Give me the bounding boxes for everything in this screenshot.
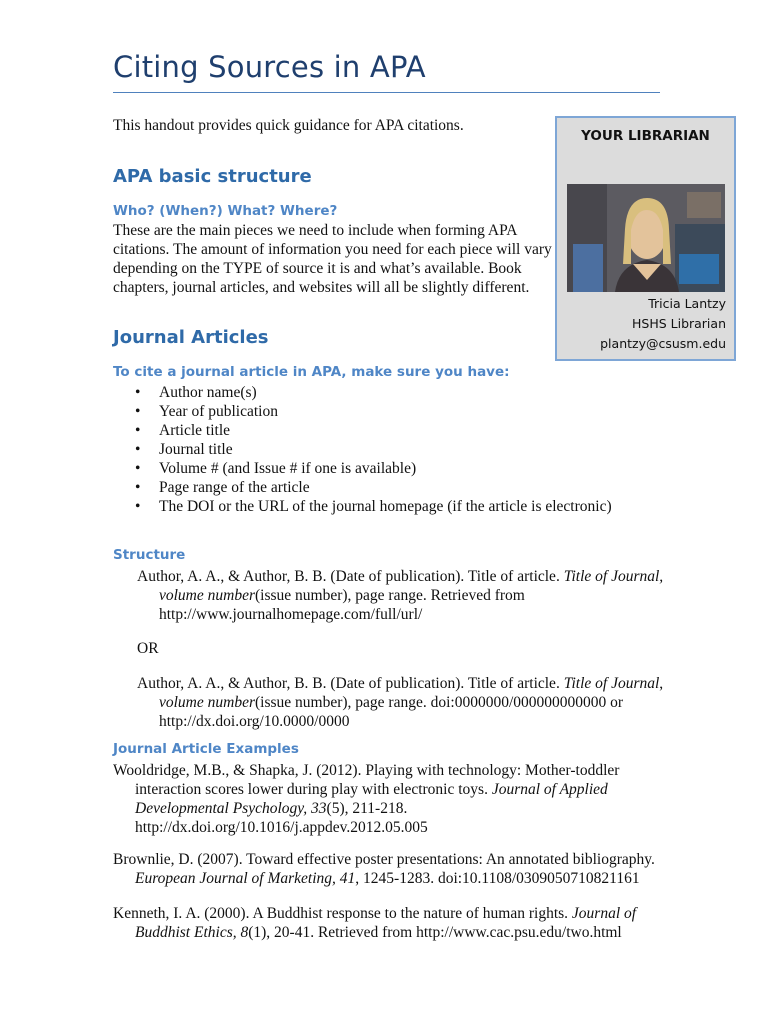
example-2: [113, 850, 655, 888]
title-underline: [113, 92, 660, 93]
journal-articles-subheading: To cite a journal article in APA, make sure you have:: [113, 364, 510, 380]
bullet-icon: •: [135, 479, 141, 496]
intro-text: This handout provides quick guidance for APA citations.: [113, 117, 464, 134]
citation-italic: Title of Journal: [563, 675, 660, 692]
citation-line: [137, 693, 663, 712]
basic-structure-paragraph: [113, 221, 553, 297]
example-3: [113, 904, 636, 942]
citation-line: [113, 904, 636, 923]
list-item: [113, 383, 612, 402]
librarian-email[interactable]: plantzy@csusm.edu: [600, 336, 726, 351]
citation-text: Kenneth, I. A. (2000). A Buddhist response to the nature of human rights.: [113, 905, 572, 922]
citation-italic: Developmental Psychology, 33: [135, 800, 327, 817]
paragraph-line: These are the main pieces we need to include when forming APA: [113, 222, 518, 239]
bullet-icon: •: [135, 422, 141, 439]
list-item-text: Author name(s): [159, 384, 257, 401]
citation-italic: volume number: [159, 694, 255, 711]
list-item: [113, 440, 612, 459]
bullet-icon: •: [135, 384, 141, 401]
librarian-box: [555, 116, 736, 361]
list-item: [113, 497, 612, 516]
citation-italic: Journal of Applied: [491, 781, 608, 798]
list-item-text: Article title: [159, 422, 231, 439]
citation-italic: Journal of: [571, 905, 637, 922]
citation-line: [113, 799, 619, 818]
citation-italic: Title of Journal,: [563, 568, 664, 585]
bullet-icon: •: [135, 498, 141, 515]
librarian-photo: [567, 184, 725, 292]
list-item: [113, 402, 612, 421]
structure-format-1: [137, 567, 663, 624]
citation-text: ,: [659, 675, 664, 692]
page-title: Citing Sources in APA: [113, 50, 426, 84]
list-item: [113, 478, 612, 497]
structure-format-2: [137, 674, 663, 731]
examples-heading: Journal Article Examples: [113, 741, 299, 757]
citation-text: (1), 20-41. Retrieved from http://www.cac.psu.edu/two.html: [248, 924, 622, 941]
paragraph-line: citations. The amount of information you need for each piece will vary: [113, 241, 552, 258]
citation-line: [113, 923, 636, 942]
librarian-role: HSHS Librarian: [631, 316, 726, 331]
citation-text: , 1245-1283. doi:10.1108/0309050710821161: [355, 870, 640, 887]
list-item: [113, 421, 612, 440]
bullet-icon: •: [135, 460, 141, 477]
list-item-text: Volume # (and Issue # if one is available): [159, 460, 417, 477]
citation-line: [137, 586, 663, 605]
citation-line: [137, 567, 663, 586]
structure-heading: Structure: [113, 547, 186, 563]
citation-line: [113, 780, 619, 799]
citation-line: http://www.journalhomepage.com/full/url/: [159, 606, 423, 623]
citation-line: [113, 869, 655, 888]
citation-line: http://dx.doi.org/10.0000/0000: [159, 713, 350, 730]
list-item-text: Year of publication: [159, 403, 278, 420]
journal-articles-heading: Journal Articles: [113, 327, 269, 348]
citation-line: Wooldridge, M.B., & Shapka, J. (2012). Playing with technology: Mother-toddler: [113, 762, 620, 779]
citation-italic: volume number: [159, 587, 255, 604]
citation-text: Author, A. A., & Author, B. B. (Date of publication). Title of article.: [137, 568, 564, 585]
list-item-text: The DOI or the URL of the journal homepage (if the article is electronic): [159, 498, 612, 515]
basic-structure-subheading: Who? (When?) What? Where?: [113, 203, 338, 219]
citation-text: (5), 211-218.: [326, 800, 408, 817]
bullet-icon: •: [135, 403, 141, 420]
paragraph-line: depending on the TYPE of source it is and what’s available. Book: [113, 260, 522, 277]
librarian-name: Tricia Lantzy: [648, 296, 726, 311]
citation-italic: Buddhist Ethics, 8: [135, 924, 249, 941]
citation-line: http://dx.doi.org/10.1016/j.appdev.2012.05.005: [135, 819, 428, 836]
citation-text: Author, A. A., & Author, B. B. (Date of publication). Title of article.: [137, 675, 564, 692]
basic-structure-heading: APA basic structure: [113, 166, 312, 187]
librarian-heading: YOUR LIBRARIAN: [581, 128, 710, 144]
citation-text: interaction scores lower during play with electronic toys.: [135, 781, 492, 798]
example-1: [113, 761, 619, 837]
list-item-text: Journal title: [159, 441, 233, 458]
citation-line: [137, 674, 663, 693]
bullet-icon: •: [135, 441, 141, 458]
requirements-list: [113, 383, 612, 516]
paragraph-line: chapters, journal articles, and websites will all be slightly different.: [113, 279, 530, 296]
citation-line: Brownlie, D. (2007). Toward effective poster presentations: An annotated bibliography.: [113, 851, 655, 868]
or-separator: OR: [137, 640, 159, 657]
list-item-text: Page range of the article: [159, 479, 310, 496]
citation-text: (issue number), page range. doi:0000000/000000000000 or: [255, 694, 624, 711]
citation-text: (issue number), page range. Retrieved from: [255, 587, 525, 604]
list-item: [113, 459, 612, 478]
citation-italic: European Journal of Marketing, 41: [135, 870, 356, 887]
